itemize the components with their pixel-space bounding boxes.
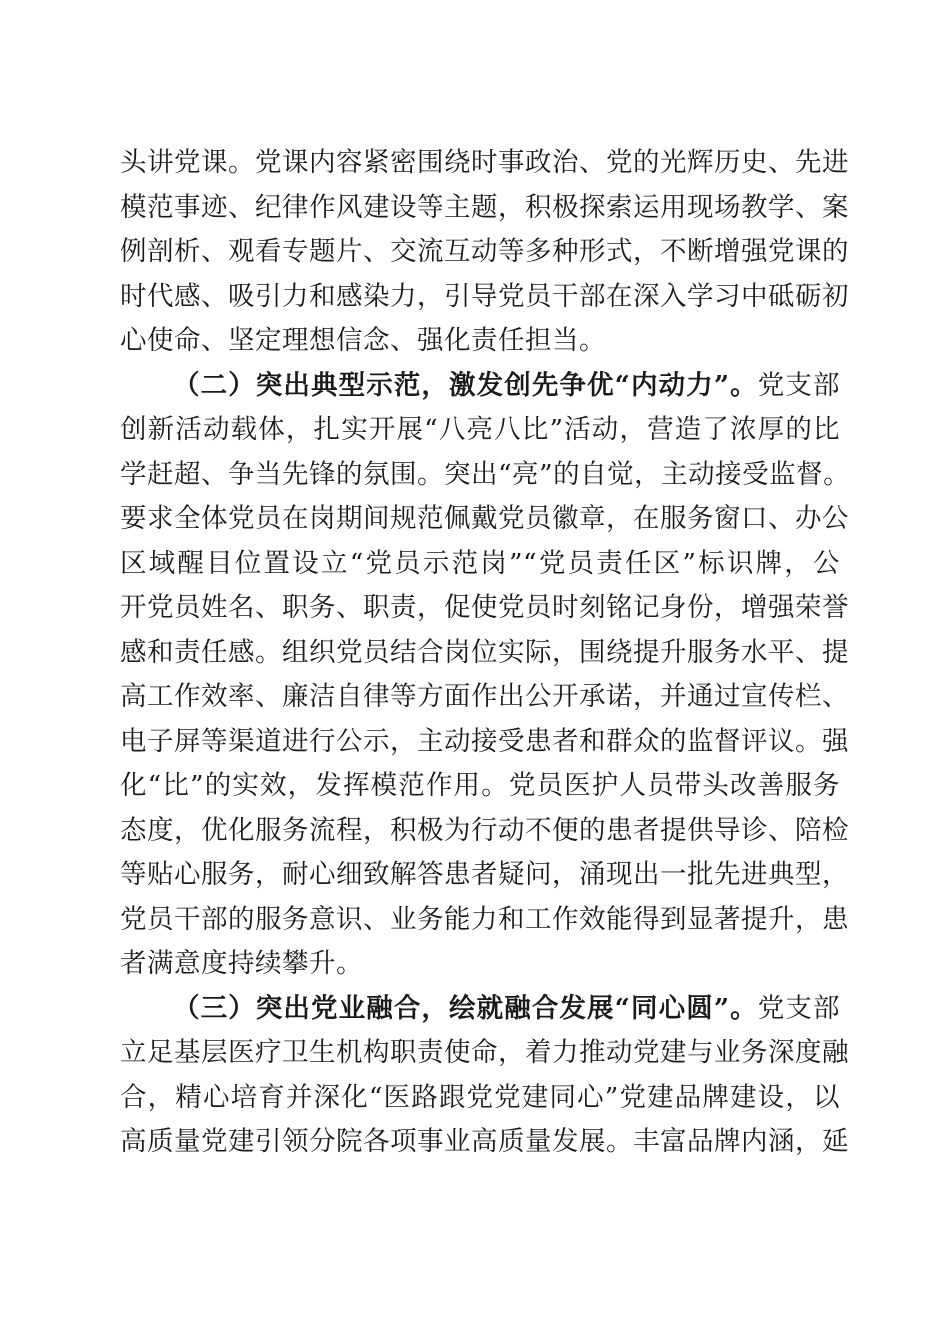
- paragraph-1-line-1: 头讲党课。党课内容紧密围绕时事政治、党的光辉历史、先进: [120, 147, 849, 178]
- paragraph-2-line-3: 学赶超、争当先锋的氛围。突出“亮”的自觉，主动接受监督。: [120, 458, 851, 490]
- paragraph-2-line-10: 化“比”的实效，发挥模范作用。党员医护人员带头改善服务: [120, 770, 840, 801]
- paragraph-3-line-1: [120, 987, 840, 1032]
- paragraph-2-line-8: 高工作效率、廉洁自律等方面作出公开承诺，并通过宣传栏、: [120, 681, 849, 712]
- paragraph-3-line-2: 立足基层医疗卫生机构职责使命，着力推动党建与业务深度融: [120, 1037, 849, 1068]
- paragraph-2-line-7: 感和责任感。组织党员结合岗位实际，围绕提升服务水平、提: [120, 636, 849, 668]
- paragraph-1-line-5: 心使命、坚定理想信念、强化责任担当。: [120, 325, 606, 356]
- paragraph-2-line-2: 创新活动载体，扎实开展“八亮八比”活动，营造了浓厚的比: [120, 414, 840, 445]
- paragraph-2-line-13: 党员干部的服务意识、业务能力和工作效能得到显著提升，患: [120, 903, 849, 935]
- paragraph-2-line-5: 区域醒目位置设立“党员示范岗”“党员责任区”标识牌，公: [120, 547, 840, 579]
- section-2-heading-rest: 党支部: [757, 369, 840, 401]
- paragraph-3-line-4: 高质量党建引领分院各项事业高质量发展。丰富品牌内涵，延: [120, 1126, 849, 1157]
- paragraph-2-line-4: 要求全体党员在岗期间规范佩戴党员徽章，在服务窗口、办公: [120, 503, 849, 534]
- paragraph-2-line-6: 开党员姓名、职务、职责，促使党员时刻铭记身份，增强荣誉: [120, 592, 849, 623]
- paragraph-2-line-14: 者满意度持续攀升。: [120, 948, 363, 979]
- paragraph-1-line-4: 时代感、吸引力和感染力，引导党员干部在深入学习中砥砺初: [120, 280, 849, 312]
- paragraph-2-line-12: 等贴心服务，耐心细致解答患者疑问，涌现出一批先进典型，: [120, 859, 849, 890]
- paragraph-2-line-11: 态度，优化服务流程，积极为行动不便的患者提供导诊、陪检: [120, 814, 849, 846]
- document-body: [120, 141, 851, 1165]
- paragraph-1-line-3: 例剖析、观看专题片、交流互动等多种形式，不断增强党课的: [120, 236, 849, 267]
- section-3-heading-rest: 党支部: [757, 992, 840, 1024]
- paragraph-1-line-2: 模范事迹、纪律作风建设等主题，积极探索运用现场教学、案: [120, 191, 849, 223]
- paragraph-3-line-3: 合，精心培育并深化“医路跟党党建同心”党建品牌建设，以: [120, 1081, 840, 1113]
- paragraph-2-line-1: [120, 364, 840, 409]
- section-3-heading: （三）突出党业融合，绘就融合发展“同心圆”。: [173, 992, 758, 1024]
- paragraph-2-line-9: 电子屏等渠道进行公示，主动接受患者和群众的监督评议。强: [120, 725, 849, 757]
- section-2-heading: （二）突出典型示范，激发创先争优“内动力”。: [173, 369, 758, 401]
